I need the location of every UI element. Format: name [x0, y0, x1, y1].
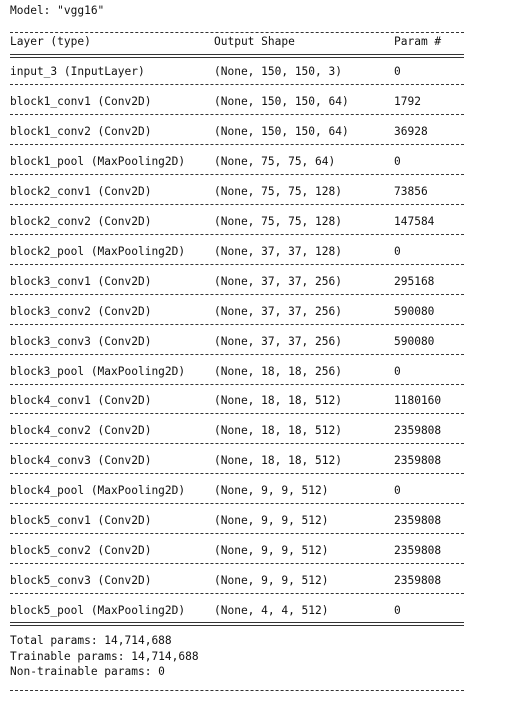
- row-separator: [10, 324, 464, 325]
- table-row: [10, 95, 466, 109]
- table-row: [10, 514, 466, 528]
- table-row: [10, 125, 466, 139]
- table-row: [10, 215, 466, 229]
- trainable-params: Trainable params: 14,714,688: [10, 650, 199, 663]
- table-row: [10, 185, 466, 199]
- param-count: 0: [394, 365, 401, 378]
- output-shape: (None, 150, 150, 64): [214, 95, 349, 108]
- layer-name: block2_pool (MaxPooling2D): [10, 245, 186, 258]
- layer-name: block4_conv1 (Conv2D): [10, 394, 152, 407]
- param-count: 2359808: [394, 424, 442, 437]
- table-row: [10, 275, 466, 289]
- param-count: 590080: [394, 305, 435, 318]
- output-shape: (None, 18, 18, 512): [214, 424, 342, 437]
- row-separator: [10, 84, 464, 85]
- layer-name: block5_pool (MaxPooling2D): [10, 604, 186, 617]
- layer-name: block3_conv1 (Conv2D): [10, 275, 152, 288]
- table-row: [10, 574, 466, 588]
- param-count: 147584: [394, 215, 435, 228]
- table-row: [10, 604, 466, 618]
- total-params: Total params: 14,714,688: [10, 634, 172, 647]
- table-row: [10, 544, 466, 558]
- layer-name: block2_conv1 (Conv2D): [10, 185, 152, 198]
- output-shape: (None, 9, 9, 512): [214, 544, 329, 557]
- row-separator: [10, 294, 464, 295]
- non-trainable-params: Non-trainable params: 0: [10, 665, 165, 678]
- row-separator: [10, 533, 464, 534]
- param-count: 1792: [394, 95, 421, 108]
- layer-name: block1_conv2 (Conv2D): [10, 125, 152, 138]
- param-count: 295168: [394, 275, 435, 288]
- bottom-double-rule: [10, 622, 464, 626]
- header-layer: Layer (type): [10, 35, 91, 48]
- layer-name: block5_conv1 (Conv2D): [10, 514, 152, 527]
- output-shape: (None, 150, 150, 3): [214, 65, 342, 78]
- param-count: 0: [394, 155, 401, 168]
- header-row: [10, 35, 466, 49]
- param-count: 2359808: [394, 514, 442, 527]
- layer-name: block3_conv3 (Conv2D): [10, 335, 152, 348]
- layer-name: block5_conv2 (Conv2D): [10, 544, 152, 557]
- table-row: [10, 424, 466, 438]
- row-separator: [10, 593, 464, 594]
- row-separator: [10, 443, 464, 444]
- param-count: 0: [394, 484, 401, 497]
- output-shape: (None, 75, 75, 128): [214, 215, 342, 228]
- output-shape: (None, 18, 18, 256): [214, 365, 342, 378]
- output-shape: (None, 75, 75, 128): [214, 185, 342, 198]
- row-separator: [10, 413, 464, 414]
- row-separator: [10, 264, 464, 265]
- layer-name: block3_conv2 (Conv2D): [10, 305, 152, 318]
- row-separator: [10, 174, 464, 175]
- row-separator: [10, 354, 464, 355]
- table-row: [10, 305, 466, 319]
- layer-name: block2_conv2 (Conv2D): [10, 215, 152, 228]
- table-row: [10, 65, 466, 79]
- output-shape: (None, 9, 9, 512): [214, 574, 329, 587]
- output-shape: (None, 37, 37, 128): [214, 245, 342, 258]
- header-shape: Output Shape: [214, 35, 295, 48]
- row-separator: [10, 114, 464, 115]
- end-rule: [10, 690, 464, 691]
- layer-name: input_3 (InputLayer): [10, 65, 145, 78]
- layer-name: block5_conv3 (Conv2D): [10, 574, 152, 587]
- row-separator: [10, 144, 464, 145]
- param-count: 0: [394, 245, 401, 258]
- layer-name: block4_conv2 (Conv2D): [10, 424, 152, 437]
- param-count: 2359808: [394, 574, 442, 587]
- top-rule: [10, 32, 464, 33]
- param-count: 36928: [394, 125, 428, 138]
- output-shape: (None, 18, 18, 512): [214, 394, 342, 407]
- header-param: Param #: [394, 35, 442, 48]
- param-count: 590080: [394, 335, 435, 348]
- param-count: 2359808: [394, 544, 442, 557]
- layer-name: block1_conv1 (Conv2D): [10, 95, 152, 108]
- row-separator: [10, 204, 464, 205]
- output-shape: (None, 75, 75, 64): [214, 155, 336, 168]
- param-count: 1180160: [394, 394, 442, 407]
- layer-name: block4_pool (MaxPooling2D): [10, 484, 186, 497]
- layer-name: block1_pool (MaxPooling2D): [10, 155, 186, 168]
- row-separator: [10, 473, 464, 474]
- row-separator: [10, 234, 464, 235]
- row-separator: [10, 563, 464, 564]
- layer-name: block4_conv3 (Conv2D): [10, 454, 152, 467]
- output-shape: (None, 37, 37, 256): [214, 335, 342, 348]
- output-shape: (None, 4, 4, 512): [214, 604, 329, 617]
- table-row: [10, 335, 466, 349]
- output-shape: (None, 37, 37, 256): [214, 305, 342, 318]
- output-shape: (None, 9, 9, 512): [214, 484, 329, 497]
- output-shape: (None, 18, 18, 512): [214, 454, 342, 467]
- table-row: [10, 155, 466, 169]
- table-row: [10, 365, 466, 379]
- output-shape: (None, 150, 150, 64): [214, 125, 349, 138]
- param-count: 73856: [394, 185, 428, 198]
- model-title: Model: "vgg16": [10, 4, 105, 17]
- layer-name: block3_pool (MaxPooling2D): [10, 365, 186, 378]
- table-row: [10, 394, 466, 408]
- param-count: 0: [394, 65, 401, 78]
- table-row: [10, 454, 466, 468]
- output-shape: (None, 37, 37, 256): [214, 275, 342, 288]
- param-count: 2359808: [394, 454, 442, 467]
- output-shape: (None, 9, 9, 512): [214, 514, 329, 527]
- table-row: [10, 484, 466, 498]
- row-separator: [10, 503, 464, 504]
- row-separator: [10, 384, 464, 385]
- param-count: 0: [394, 604, 401, 617]
- header-double-rule: [10, 54, 464, 58]
- table-row: [10, 245, 466, 259]
